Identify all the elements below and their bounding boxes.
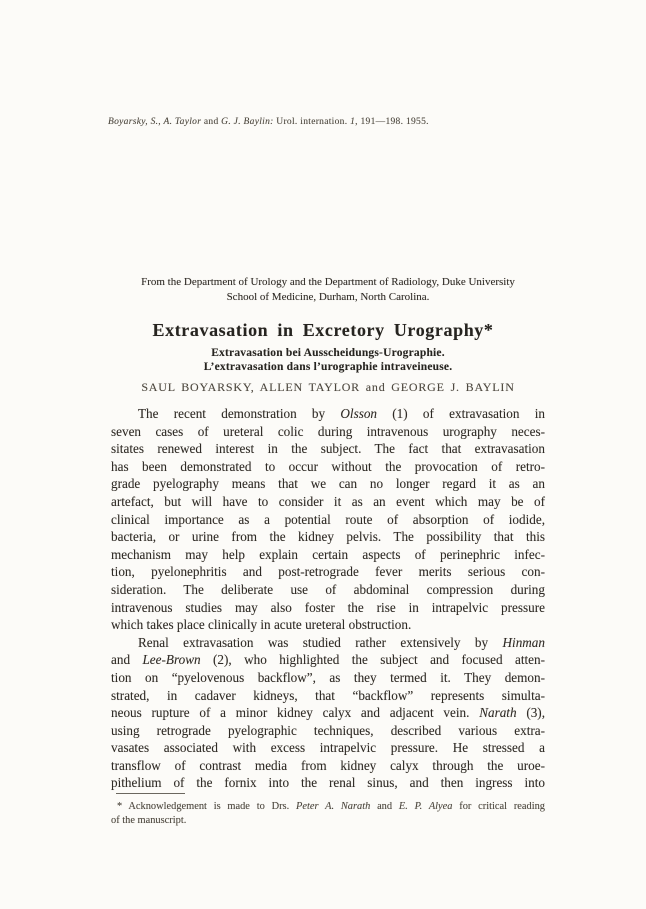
text-line xyxy=(111,493,545,511)
text-line xyxy=(111,581,545,599)
text-run: for critical reading xyxy=(452,801,545,812)
text-run: transflow of contrast media from kidney calyx through the uroe- xyxy=(111,757,545,773)
footnote-text xyxy=(111,800,545,828)
text-line xyxy=(111,528,545,546)
text-line xyxy=(111,405,545,423)
italic-text: E. P. Alyea xyxy=(398,801,453,812)
text-run: The recent demonstration by xyxy=(138,406,341,421)
text-run: (2), who highlighted the subject and focused atten- xyxy=(200,652,545,668)
text-run: vasates associated with excess intrapelvic pressure. He stressed a xyxy=(111,740,545,756)
footnote-rule xyxy=(116,793,185,794)
italic-text: Peter A. Narath xyxy=(295,801,371,812)
text-line xyxy=(111,423,545,441)
text-run: strated, in cadaver kidneys, that “backflow” represents simulta- xyxy=(111,687,545,703)
text-run: sitates renewed interest in the subject. The fact that extravasation xyxy=(111,441,545,457)
text-run: sideration. The deliberate use of abdominal compression during xyxy=(111,581,545,597)
text-line xyxy=(111,722,545,740)
text-line xyxy=(111,475,545,493)
italic-text: Narath xyxy=(479,705,517,721)
text-run: artefact, but will have to consider it as an event which may be of xyxy=(111,493,545,509)
paragraph xyxy=(111,634,545,792)
article-title: Extravasation in Excretory Urography* xyxy=(152,320,494,340)
text-run: seven cases of ureteral colic during intravenous urography neces- xyxy=(111,423,545,439)
text-line xyxy=(111,814,545,828)
authors-line: SAUL BOYARSKY, ALLEN TAYLOR and GEORGE J. BAYLIN xyxy=(141,380,515,394)
text-line xyxy=(111,511,545,529)
text-run: grade pyelography means that we can no longer regard it as an xyxy=(111,476,545,492)
affiliation-line-1: From the Department of Urology and the Department of Radiology, Duke University xyxy=(141,276,515,288)
text-run: (3), xyxy=(516,705,545,721)
text-line xyxy=(111,616,545,634)
text-run: tion, pyelonephritis and post-retrograde fever merits serious con- xyxy=(111,564,545,580)
text-line xyxy=(111,458,545,476)
subtitle-french: L’extravasation dans l’urographie intraveineuse. xyxy=(203,361,453,373)
text-run: * Acknowledgement is made to Drs. xyxy=(117,801,296,812)
text-run: (1) of extravasation in xyxy=(377,406,545,421)
text-line xyxy=(111,704,545,722)
article-body xyxy=(111,405,545,792)
text-line xyxy=(111,739,545,757)
text-run: which takes place clinically in acute ureteral obstruction. xyxy=(111,617,412,633)
text-run: mechanism may help explain certain aspects of perinephric infec- xyxy=(111,546,545,562)
citation-header xyxy=(108,117,548,127)
text-line xyxy=(111,563,545,581)
text-run: bacteria, or urine from the kidney pelvis. The possibility that this xyxy=(111,529,545,545)
text-run: and xyxy=(370,801,399,812)
text-run: pithelium of the fornix into the renal sinus, and then ingress into xyxy=(111,775,545,791)
text-line xyxy=(111,687,545,705)
italic-text: Lee-Brown xyxy=(142,652,201,668)
text-line xyxy=(111,669,545,687)
text-run: clinical importance as a potential route of absorption of iodide, xyxy=(111,511,545,527)
text-line xyxy=(111,599,545,617)
text-line xyxy=(111,546,545,564)
text-run: Renal extravasation was studied rather extensively by xyxy=(138,634,503,650)
paragraph xyxy=(111,405,545,634)
italic-text: Hinman xyxy=(502,634,545,650)
italic-text: Olsson xyxy=(340,406,378,421)
affiliation xyxy=(111,275,545,304)
text-run: of the manuscript. xyxy=(111,815,187,827)
affiliation-line-2: School of Medicine, Durham, North Carolina. xyxy=(226,290,430,303)
text-line xyxy=(111,800,545,814)
text-run: neous rupture of a minor kidney calyx and adjacent vein. xyxy=(111,705,480,721)
text-run: intravenous studies may also foster the rise in intrapelvic pressure xyxy=(111,599,545,615)
text-run: and xyxy=(201,117,222,127)
text-run: and xyxy=(111,652,143,668)
text-run: using retrograde pyelographic techniques, described various extra- xyxy=(111,722,545,738)
text-run: Urol. internation. xyxy=(273,117,351,127)
text-run: has been demonstrated to occur without the provocation of retro- xyxy=(111,458,545,474)
italic-text: Boyarsky, S., A. Taylor xyxy=(108,117,202,127)
italic-text: 1 xyxy=(350,117,356,127)
text-run: , 191—198. 1955. xyxy=(355,117,429,127)
footnote xyxy=(111,793,545,828)
text-line xyxy=(111,757,545,775)
text-line xyxy=(111,651,545,669)
text-line xyxy=(111,774,545,792)
subtitle-german: Extravasation bei Ausscheidungs-Urographie. xyxy=(211,347,445,359)
text-line xyxy=(111,634,545,652)
text-run: tion on “pyelovenous backflow”, as they termed it. They demon- xyxy=(111,669,545,685)
text-line xyxy=(111,440,545,458)
italic-text: G. J. Baylin: xyxy=(221,117,274,127)
